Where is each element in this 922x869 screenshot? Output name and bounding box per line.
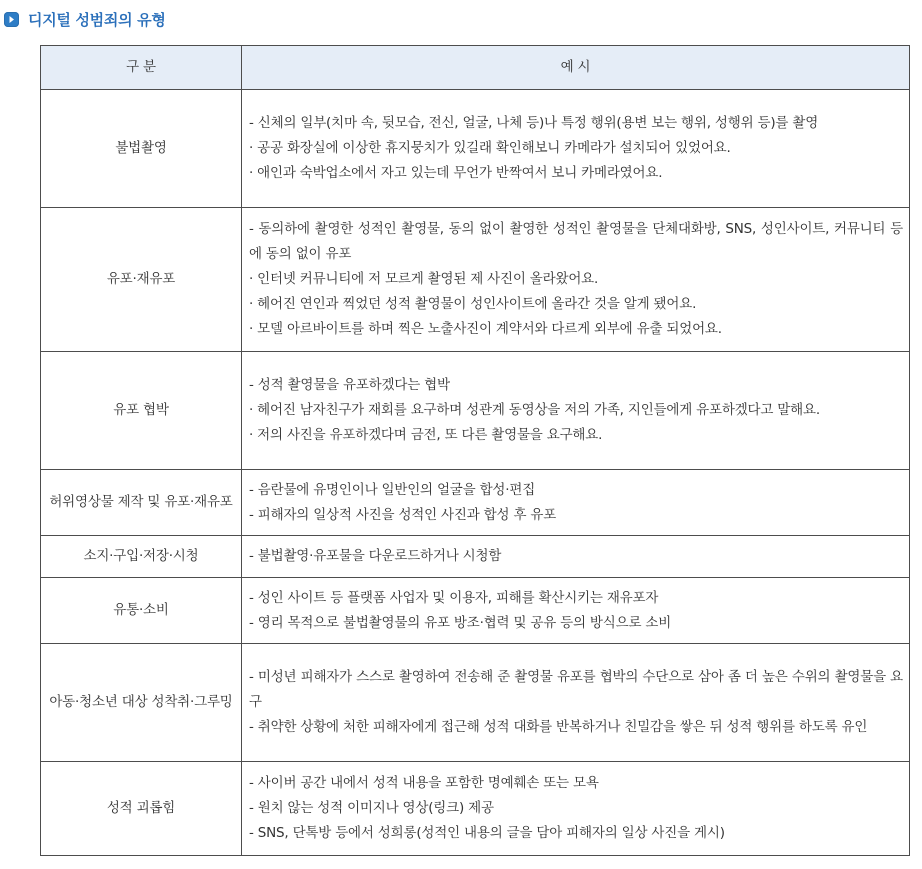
examples-cell — [242, 90, 910, 208]
table-row — [41, 470, 910, 536]
table-row — [41, 644, 910, 762]
table-row — [41, 762, 910, 856]
example-description-line: - 성적 촬영물을 유포하겠다는 협박 — [249, 377, 450, 393]
example-case-line: · 저의 사진을 유포하겠다며 금전, 또 다른 촬영물을 요구해요. — [249, 427, 603, 443]
header-category: 구 분 — [41, 46, 242, 90]
table-row — [41, 536, 910, 578]
example-description-line: - 피해자의 일상적 사진을 성적인 사진과 합성 후 유포 — [249, 506, 557, 523]
example-description-line: - 사이버 공간 내에서 성적 내용을 포함한 명예훼손 또는 모욕 — [249, 775, 599, 791]
examples-cell — [242, 470, 910, 536]
table-row — [41, 578, 910, 644]
example-case-line: · 모델 아르바이트를 하며 찍은 노출사진이 계약서와 다르게 외부에 유출 되었어요. — [249, 321, 722, 337]
category-cell: 성적 괴롭힘 — [41, 762, 242, 856]
example-case-line: · 공공 화장실에 이상한 휴지뭉치가 있길래 확인해보니 카메라가 설치되어 있었어요. — [249, 140, 731, 156]
table-row — [41, 208, 910, 352]
table-body — [41, 90, 910, 856]
section-title-text: 디지털 성범죄의 유형 — [28, 10, 166, 29]
category-cell: 소지·구입·저장·시청 — [41, 536, 242, 578]
category-cell: 허위영상물 제작 및 유포·재유포 — [41, 470, 242, 536]
category-cell: 유포·재유포 — [41, 208, 242, 352]
example-case-line: · 헤어진 남자친구가 재회를 요구하며 성관계 동영상을 저의 가족, 지인들에게 유포하겠다고 말해요. — [249, 402, 820, 418]
example-case-line: · 헤어진 연인과 찍었던 성적 촬영물이 성인사이트에 올라간 것을 알게 됐어요. — [249, 296, 697, 312]
category-cell: 유통·소비 — [41, 578, 242, 644]
table-row — [41, 352, 910, 470]
section-title — [4, 8, 166, 30]
table-row — [41, 90, 910, 208]
example-description-line: - 불법촬영·유포물을 다운로드하거나 시청함 — [249, 548, 502, 564]
category-cell: 아동·청소년 대상 성착취·그루밍 — [41, 644, 242, 762]
examples-cell — [242, 536, 910, 578]
examples-cell — [242, 208, 910, 352]
example-description-line: - 성인 사이트 등 플랫폼 사업자 및 이용자, 피해를 확산시키는 재유포자 — [249, 589, 659, 606]
example-description-line: - 영리 목적으로 불법촬영물의 유포 방조·협력 및 공유 등의 방식으로 소비 — [249, 614, 672, 631]
example-case-line: · 애인과 숙박업소에서 자고 있는데 무언가 반짝여서 보니 카메라였어요. — [249, 165, 663, 181]
example-description-line: - 동의하에 촬영한 성적인 촬영물, 동의 없이 촬영한 성적인 촬영물을 단체대화방, SNS, 성인사이트, 커뮤니티 등에 동의 없이 유포 — [249, 221, 903, 262]
example-description-line: - 원치 않는 성적 이미지나 영상(링크) 제공 — [249, 800, 494, 816]
example-description-line: - 미성년 피해자가 스스로 촬영하여 전송해 준 촬영물 유포를 협박의 수단으로 삼아 좀 더 높은 수위의 촬영물을 요구 — [249, 669, 903, 710]
examples-cell — [242, 644, 910, 762]
examples-cell — [242, 352, 910, 470]
header-examples: 예 시 — [242, 46, 910, 90]
example-description-line: - 신체의 일부(치마 속, 뒷모습, 전신, 얼굴, 나체 등)나 특정 행위(용변 보는 행위, 성행위 등)를 촬영 — [249, 115, 819, 131]
example-description-line: - SNS, 단톡방 등에서 성희롱(성적인 내용의 글을 담아 피해자의 일상 사진을 게시) — [249, 825, 725, 841]
examples-cell — [242, 762, 910, 856]
example-description-line: - 음란물에 유명인이나 일반인의 얼굴을 합성·편집 — [249, 481, 536, 498]
category-cell: 유포 협박 — [41, 352, 242, 470]
examples-cell — [242, 578, 910, 644]
category-cell: 불법촬영 — [41, 90, 242, 208]
crime-types-table — [40, 45, 910, 856]
example-case-line: · 인터넷 커뮤니티에 저 모르게 촬영된 제 사진이 올라왔어요. — [249, 271, 599, 287]
play-arrow-icon — [4, 12, 19, 27]
table-header-row — [41, 46, 910, 90]
example-description-line: - 취약한 상황에 처한 피해자에게 접근해 성적 대화를 반복하거나 친밀감을 쌓은 뒤 성적 행위를 하도록 유인 — [249, 719, 868, 735]
